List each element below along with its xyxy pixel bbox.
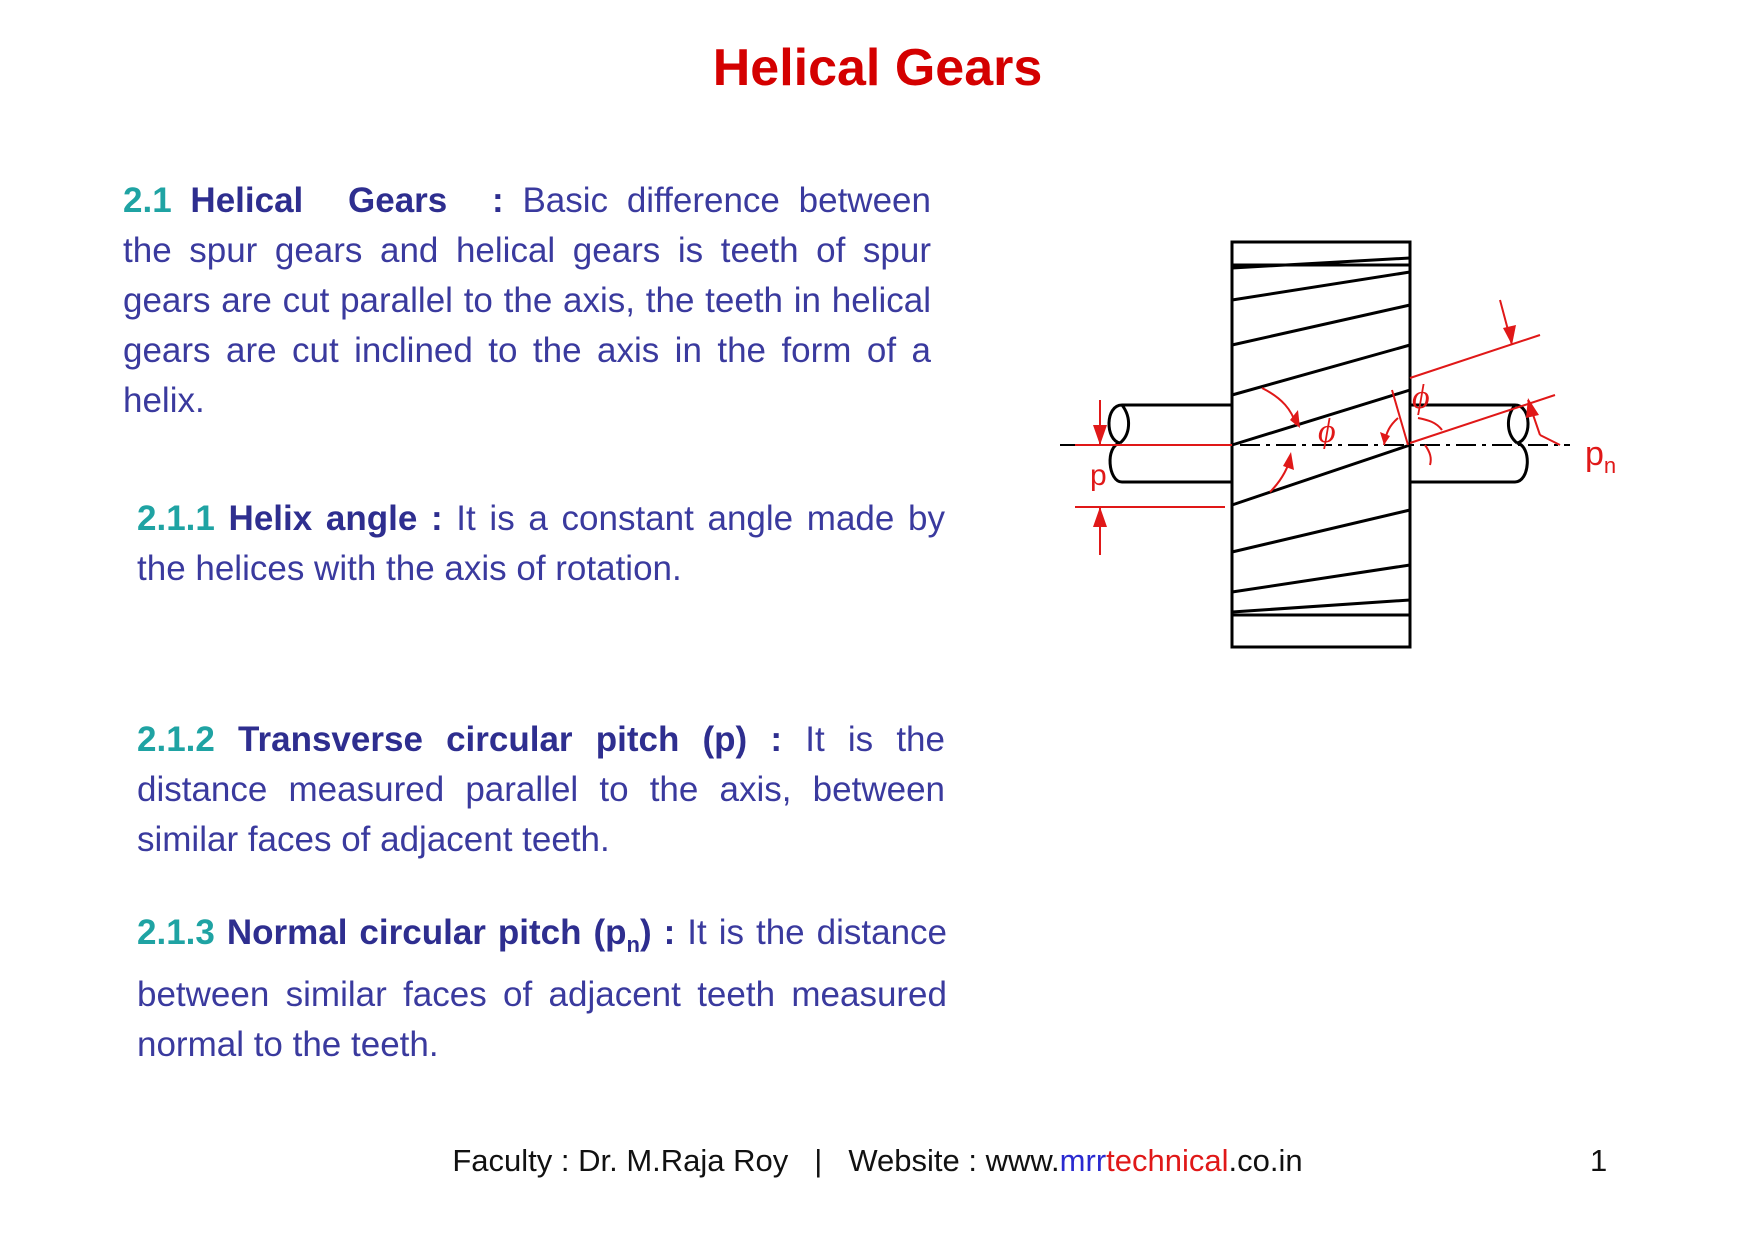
helical-gear-diagram <box>1040 230 1640 660</box>
section-number: 2.1.1 <box>137 499 215 538</box>
shaft-left <box>1109 405 1232 482</box>
website-brand-red: technical <box>1106 1143 1229 1178</box>
normal-pitch-label <box>1585 435 1616 478</box>
website-prefix: Website : www. <box>848 1143 1060 1178</box>
section-number: 2.1.3 <box>137 913 215 952</box>
section-number: 2.1.2 <box>137 720 215 759</box>
section-text: It is a constant angle made by the helices with the axis of rotation. <box>137 499 945 588</box>
section-text: Basic difference between the spur gears and helical gears is teeth of spur gears are cut parallel to the axis, the teeth in helical gears are cut inclined to the axis in the form of a helix. <box>123 181 931 420</box>
faculty-credit: Faculty : Dr. M.Raja Roy <box>452 1143 789 1178</box>
section-2-1-1 <box>137 494 945 594</box>
heading-text: Normal circular pitch (p <box>226 913 627 952</box>
transverse-pitch-label: p <box>1090 459 1107 492</box>
helix-angle-label-right: ϕ <box>1412 379 1430 416</box>
section-heading: Helix angle : <box>228 499 443 538</box>
heading-subscript: n <box>626 932 640 957</box>
section-text: It is the distance between similar faces of adjacent teeth measured normal to the teeth. <box>137 913 947 1064</box>
website-brand-blue: mrr <box>1059 1143 1107 1178</box>
page-title: Helical Gears <box>712 39 1043 97</box>
footer <box>0 1143 1755 1179</box>
section-heading <box>226 913 676 957</box>
section-number: 2.1 <box>123 181 172 220</box>
page-number: 1 <box>1590 1143 1608 1178</box>
helix-angle-label: ϕ <box>1318 413 1336 450</box>
section-2-1-2 <box>137 715 945 865</box>
website-suffix: .co.in <box>1228 1143 1303 1178</box>
normal-pitch-base: p <box>1585 435 1604 473</box>
shaft-right <box>1410 405 1528 482</box>
section-heading: Transverse circular pitch (p) : <box>238 720 783 759</box>
heading-text-end: ) : <box>639 913 676 952</box>
section-heading: Helical Gears : <box>190 181 504 220</box>
section-2-1 <box>123 176 931 426</box>
section-text: It is the distance measured parallel to the axis, between similar faces of adjacent teeth. <box>137 720 945 859</box>
normal-pitch-subscript: n <box>1603 453 1617 478</box>
footer-separator: | <box>814 1143 823 1178</box>
section-2-1-3 <box>137 908 947 1070</box>
